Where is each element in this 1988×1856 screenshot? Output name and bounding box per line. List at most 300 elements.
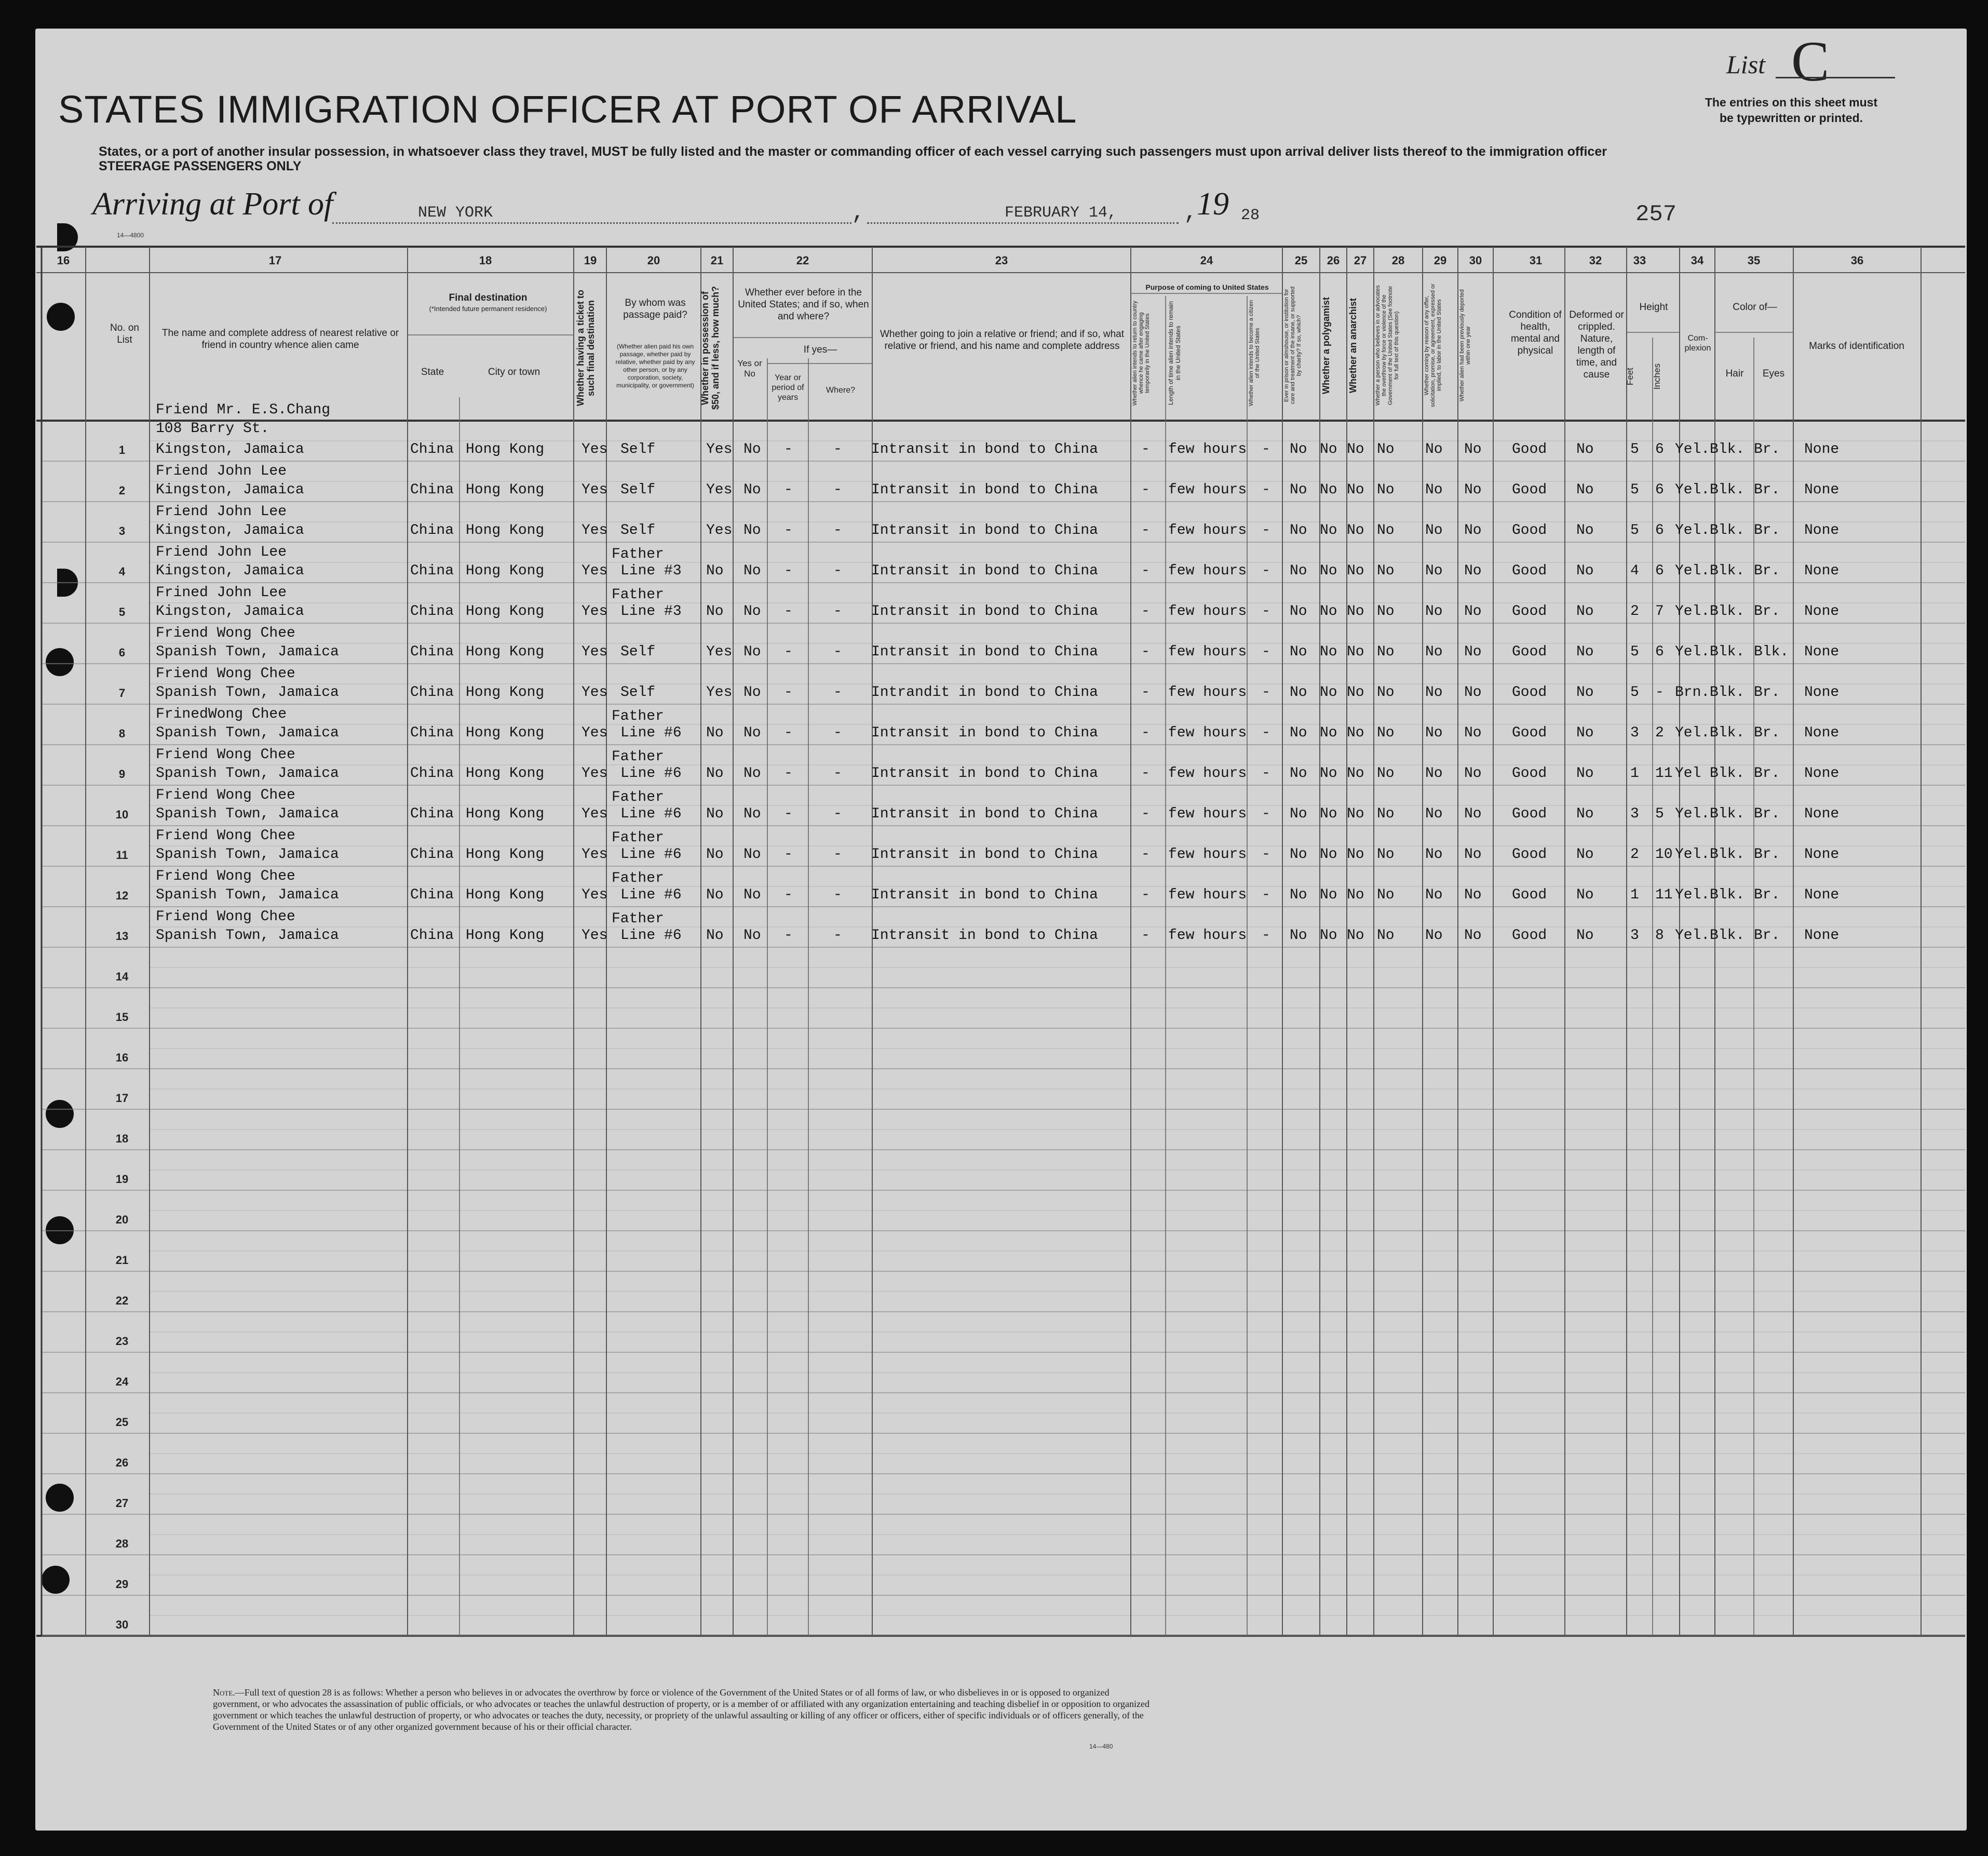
marks-value: None [1804, 563, 1840, 579]
row-number: 7 [118, 687, 126, 700]
money-value: No [706, 563, 724, 579]
passage-paid-value: Self [620, 482, 656, 498]
q29-value: No [1425, 846, 1443, 863]
header-q30: Whether alien had been previously deported within one year [1459, 289, 1471, 401]
relative-town: Kingston, Jamaica [156, 482, 304, 498]
purpose-citizen-value: - [1262, 927, 1270, 944]
q28-value: No [1377, 644, 1395, 660]
deformed-value: No [1576, 684, 1594, 701]
q30-value: No [1464, 846, 1482, 863]
purpose-citizen-value: - [1262, 563, 1270, 579]
eyes-value: Br. [1754, 765, 1780, 782]
list-label: List [1726, 50, 1766, 79]
marks-value: None [1804, 927, 1840, 944]
joining-value: Intransit in bond to China [871, 563, 1098, 579]
ever-year-value: - [784, 927, 793, 944]
purpose-citizen-value: - [1262, 644, 1270, 660]
anarchist-value: No [1347, 927, 1364, 944]
height-feet-value: 3 [1630, 806, 1639, 822]
date-value: FEBRUARY 14, [1005, 204, 1117, 222]
relative-name: Friend Wong Chee [156, 868, 295, 884]
passage-paid-by: Father [612, 789, 664, 805]
relative-town: Kingston, Jamaica [156, 522, 304, 539]
money-value: Yes [706, 684, 733, 701]
deformed-value: No [1576, 887, 1594, 903]
relative-name: Friend Wong Chee [156, 828, 295, 844]
row-number: 5 [118, 606, 126, 618]
prison-value: No [1290, 846, 1307, 863]
column-number: 34 [1691, 254, 1704, 267]
ticket-value: Yes [581, 887, 608, 903]
complexion-value: Yel. [1675, 927, 1710, 944]
anarchist-value: No [1347, 806, 1364, 822]
ticket-value: Yes [581, 563, 608, 579]
q28-value: No [1377, 482, 1395, 498]
anarchist-value: No [1347, 725, 1364, 741]
passage-paid-value: Line #6 [620, 887, 682, 903]
ticket-value: Yes [581, 806, 608, 822]
relative-name: Friend John Lee [156, 463, 287, 479]
q29-value: No [1425, 765, 1443, 782]
row-number: 13 [115, 930, 129, 943]
purpose-return-value: - [1141, 806, 1150, 822]
ever-where-value: - [833, 603, 842, 620]
q29-value: No [1425, 644, 1443, 660]
port-value: NEW YORK [418, 204, 493, 222]
height-inches-value: 8 [1655, 927, 1664, 944]
form-instructions: States, or a port of another insular possession, in whatsoever class they travel, MUST be fully listed and the master or commanding officer of each vessel carrying such passengers must upon arrival deliver lists thereof to the immigration officer [99, 144, 1607, 159]
purpose-citizen-value: - [1262, 806, 1270, 822]
eyes-value: Br. [1754, 846, 1780, 863]
row-number: 18 [115, 1132, 129, 1145]
column-number: 24 [1200, 254, 1213, 267]
q29-value: No [1425, 684, 1443, 701]
height-inches-value: 11 [1655, 887, 1673, 903]
height-feet-value: 3 [1630, 927, 1639, 944]
row-number: 19 [115, 1173, 129, 1186]
q29-value: No [1425, 806, 1443, 822]
height-feet-value: 2 [1630, 846, 1639, 863]
ticket-value: Yes [581, 482, 608, 498]
eyes-value: Br. [1754, 806, 1780, 822]
relative-name: Friend Wong Chee [156, 747, 295, 763]
complexion-value: Yel. [1675, 563, 1710, 579]
column-number: 22 [796, 254, 809, 267]
condition-value: Good [1512, 522, 1547, 539]
polygamist-value: No [1320, 725, 1337, 741]
money-value: No [706, 846, 724, 863]
height-feet-value: 5 [1630, 441, 1639, 458]
row-number: 9 [118, 768, 126, 781]
header-polygamist: Whether a polygamist [1321, 297, 1331, 394]
purpose-return-value: - [1141, 522, 1150, 539]
relative-town: Spanish Town, Jamaica [156, 644, 339, 660]
q28-value: No [1377, 441, 1395, 458]
joining-value: Intransit in bond to China [871, 441, 1098, 458]
ever-where-value: - [833, 765, 842, 782]
deformed-value: No [1576, 806, 1594, 822]
ever-year-value: - [784, 441, 793, 458]
column-number: 32 [1589, 254, 1602, 267]
ever-before-value: No [743, 806, 761, 822]
deformed-value: No [1576, 482, 1594, 498]
money-value: Yes [706, 644, 733, 660]
purpose-length-value: few hours [1168, 846, 1247, 863]
purpose-return-value: - [1141, 603, 1150, 620]
relative-town: Spanish Town, Jamaica [156, 887, 339, 903]
complexion-value: Yel. [1675, 806, 1710, 822]
q29-value: No [1425, 887, 1443, 903]
passage-paid-by: Father [612, 749, 664, 765]
passage-paid-value: Line #3 [620, 603, 682, 620]
height-feet-value: 1 [1630, 765, 1639, 782]
header-final-destination: Final destination [449, 292, 528, 303]
ever-year-value: - [784, 887, 793, 903]
column-number: 19 [584, 254, 597, 267]
deformed-value: No [1576, 927, 1594, 944]
complexion-value: Yel. [1675, 725, 1710, 741]
destination-state: China [410, 644, 454, 660]
deformed-value: No [1576, 603, 1594, 620]
joining-value: Intransit in bond to China [871, 846, 1098, 863]
prison-value: No [1290, 563, 1307, 579]
header-passage-paid-sub: (Whether alien paid his own passage, whether paid by relative, whether paid by any other person, or by any corporation, society, municipality, or government) [615, 343, 695, 389]
complexion-value: Yel. [1675, 644, 1710, 660]
relative-town: Spanish Town, Jamaica [156, 684, 339, 701]
purpose-citizen-value: - [1262, 887, 1270, 903]
eyes-value: Blk. [1754, 644, 1789, 660]
complexion-value: Brn. [1675, 684, 1710, 701]
passage-paid-value: Self [620, 441, 656, 458]
ever-where-value: - [833, 806, 842, 822]
q28-value: No [1377, 846, 1395, 863]
hair-value: Blk. [1710, 482, 1745, 498]
form-code: 14—4800 [117, 232, 144, 239]
q30-value: No [1464, 887, 1482, 903]
relative-name: Friend John Lee [156, 544, 287, 560]
condition-value: Good [1512, 603, 1547, 620]
height-inches-value: 5 [1655, 806, 1664, 822]
destination-state: China [410, 846, 454, 863]
ever-before-value: No [743, 927, 761, 944]
anarchist-value: No [1347, 765, 1364, 782]
header-if-yes: If yes— [803, 344, 837, 355]
polygamist-value: No [1320, 522, 1337, 539]
header-color-of: Color of— [1733, 302, 1777, 313]
q28-value: No [1377, 725, 1395, 741]
passage-paid-value: Self [620, 522, 656, 539]
port-comma: , [851, 200, 865, 226]
destination-city: Hong Kong [466, 765, 545, 782]
polygamist-value: No [1320, 765, 1337, 782]
row-number: 8 [118, 727, 126, 740]
ever-where-value: - [833, 846, 842, 863]
column-number: 20 [647, 254, 660, 267]
footnote-lead: Note. [213, 1687, 235, 1698]
passage-paid-value: Self [620, 644, 656, 660]
q30-value: No [1464, 563, 1482, 579]
header-deformed: Deformed or crippled. Nature, length of time, and cause [1569, 310, 1624, 380]
destination-city: Hong Kong [466, 482, 545, 498]
header-no-on-list: No. on List [110, 322, 139, 345]
q30-value: No [1464, 927, 1482, 944]
anarchist-value: No [1347, 846, 1364, 863]
destination-state: China [410, 725, 454, 741]
ever-before-value: No [743, 644, 761, 660]
header-yes-no: Yes or No [737, 358, 762, 379]
purpose-return-value: - [1141, 765, 1150, 782]
height-feet-value: 5 [1630, 684, 1639, 701]
purpose-return-value: - [1141, 725, 1150, 741]
relative-town: Kingston, Jamaica [156, 441, 304, 458]
ever-year-value: - [784, 725, 793, 741]
hair-value: Blk. [1710, 887, 1745, 903]
ever-before-value: No [743, 887, 761, 903]
purpose-length-value: few hours [1168, 684, 1247, 701]
column-number: 17 [268, 254, 282, 267]
q28-value: No [1377, 927, 1395, 944]
header-state: State [421, 367, 444, 378]
hair-value: Blk. [1710, 563, 1745, 579]
money-value: No [706, 927, 724, 944]
header-marks: Marks of identification [1809, 341, 1904, 352]
ever-before-value: No [743, 765, 761, 782]
steerage-label: STEERAGE PASSENGERS ONLY [99, 159, 302, 173]
money-value: No [706, 765, 724, 782]
footnote-code: 14—480 [1089, 1743, 1113, 1750]
ever-year-value: - [784, 684, 793, 701]
relative-name: Friend Wong Chee [156, 625, 295, 641]
eyes-value: Br. [1754, 887, 1780, 903]
complexion-value: Yel. [1675, 846, 1710, 863]
destination-city: Hong Kong [466, 725, 545, 741]
passage-paid-by: Father [612, 546, 664, 562]
header-q28: Whether a person who believes in or advocates the overthrow by force or violence of the Government of the United States (See footnote for full text of this question) [1375, 285, 1400, 406]
polygamist-value: No [1320, 482, 1337, 498]
q28-value: No [1377, 684, 1395, 701]
column-number: 23 [995, 254, 1008, 267]
q29-value: No [1425, 522, 1443, 539]
anarchist-value: No [1347, 563, 1364, 579]
polygamist-value: No [1320, 806, 1337, 822]
column-number: 31 [1529, 254, 1543, 267]
marks-value: None [1804, 887, 1840, 903]
relative-town: Spanish Town, Jamaica [156, 806, 339, 822]
eyes-value: Br. [1754, 603, 1780, 620]
passage-paid-value: Line #6 [620, 806, 682, 822]
ever-year-value: - [784, 563, 793, 579]
row-number: 11 [116, 849, 128, 862]
purpose-citizen-value: - [1262, 603, 1270, 620]
ever-before-value: No [743, 482, 761, 498]
ticket-value: Yes [581, 603, 608, 620]
passage-paid-by: Father [612, 830, 664, 846]
relative-street: 108 Barry St. [156, 421, 269, 437]
ever-before-value: No [743, 441, 761, 458]
deformed-value: No [1576, 846, 1594, 863]
ever-year-value: - [784, 644, 793, 660]
row-number: 3 [118, 524, 126, 537]
header-height: Height [1639, 302, 1668, 313]
destination-city: Hong Kong [466, 927, 545, 944]
header-city: City or town [488, 367, 540, 378]
deformed-value: No [1576, 765, 1594, 782]
passage-paid-by: Father [612, 870, 664, 886]
relative-town: Kingston, Jamaica [156, 603, 304, 620]
condition-value: Good [1512, 725, 1547, 741]
height-inches-value: 6 [1655, 441, 1664, 458]
purpose-length-value: few hours [1168, 927, 1247, 944]
q29-value: No [1425, 563, 1443, 579]
height-feet-value: 4 [1630, 563, 1639, 579]
destination-state: China [410, 765, 454, 782]
q28-value: No [1377, 765, 1395, 782]
relative-town: Spanish Town, Jamaica [156, 765, 339, 782]
destination-state: China [410, 441, 454, 458]
prison-value: No [1290, 603, 1307, 620]
ever-year-value: - [784, 765, 793, 782]
row-number: 27 [115, 1497, 129, 1510]
polygamist-value: No [1320, 441, 1337, 458]
header-purpose-a: Whether alien intends to return to country whence he came after engaging temporarily in the United States [1132, 301, 1151, 406]
height-feet-value: 5 [1630, 482, 1639, 498]
ever-where-value: - [833, 482, 842, 498]
row-number: 25 [115, 1416, 129, 1429]
column-number: 21 [710, 254, 724, 267]
purpose-citizen-value: - [1262, 482, 1270, 498]
destination-state: China [410, 522, 454, 539]
height-inches-value: 6 [1655, 522, 1664, 539]
destination-state: China [410, 927, 454, 944]
header-final-destination-sub: (*Intended future permanent residence) [429, 305, 547, 313]
ever-before-value: No [743, 684, 761, 701]
purpose-citizen-value: - [1262, 522, 1270, 539]
row-number: 14 [115, 970, 129, 983]
joining-value: Intransit in bond to China [871, 644, 1098, 660]
passage-paid-by: Father [612, 708, 664, 724]
q29-value: No [1425, 482, 1443, 498]
row-number: 10 [115, 808, 129, 821]
destination-state: China [410, 684, 454, 701]
purpose-citizen-value: - [1262, 765, 1270, 782]
header-eyes: Eyes [1762, 368, 1785, 379]
q30-value: No [1464, 441, 1482, 458]
prison-value: No [1290, 765, 1307, 782]
joining-value: Intransit in bond to China [871, 806, 1098, 822]
header-ever-before: Whether ever before in the United States; and if so, when and where? [738, 287, 869, 322]
q29-value: No [1425, 927, 1443, 944]
money-value: Yes [706, 482, 733, 498]
relative-name: Friend Wong Chee [156, 909, 295, 925]
footnote [213, 1687, 1158, 1732]
ever-where-value: - [833, 644, 842, 660]
marks-value: None [1804, 806, 1840, 822]
destination-city: Hong Kong [466, 603, 545, 620]
destination-city: Hong Kong [466, 522, 545, 539]
purpose-return-value: - [1141, 846, 1150, 863]
purpose-return-value: - [1141, 563, 1150, 579]
row-number: 16 [115, 1051, 129, 1064]
q30-value: No [1464, 806, 1482, 822]
header-anarchist: Whether an anarchist [1348, 298, 1358, 393]
complexion-value: Yel. [1675, 522, 1710, 539]
row-number: 28 [115, 1537, 129, 1550]
joining-value: Intransit in bond to China [871, 887, 1098, 903]
money-value: No [706, 603, 724, 620]
passage-paid-value: Line #6 [620, 846, 682, 863]
destination-city: Hong Kong [466, 644, 545, 660]
header-inches: Inches [1652, 363, 1662, 390]
money-value: No [706, 887, 724, 903]
ever-year-value: - [784, 603, 793, 620]
polygamist-value: No [1320, 563, 1337, 579]
anarchist-value: No [1347, 684, 1364, 701]
row-number: 2 [118, 484, 126, 497]
purpose-length-value: few hours [1168, 765, 1247, 782]
complexion-value: Yel [1675, 765, 1701, 782]
joining-value: Intransit in bond to China [871, 522, 1098, 539]
complexion-value: Yel. [1675, 603, 1710, 620]
column-number: 35 [1747, 254, 1761, 267]
ticket-value: Yes [581, 522, 608, 539]
arriving-label: Arriving at Port of [92, 186, 333, 222]
purpose-citizen-value: - [1262, 441, 1270, 458]
destination-state: China [410, 563, 454, 579]
q29-value: No [1425, 725, 1443, 741]
money-value: Yes [706, 522, 733, 539]
relative-name: Friend Wong Chee [156, 666, 295, 682]
header-complexion: Com-plexion [1684, 334, 1711, 353]
purpose-length-value: few hours [1168, 522, 1247, 539]
sheet-number: 257 [1635, 201, 1677, 227]
ever-before-value: No [743, 563, 761, 579]
purpose-length-value: few hours [1168, 806, 1247, 822]
marks-value: None [1804, 725, 1840, 741]
ever-before-value: No [743, 846, 761, 863]
relative-name: Friend Wong Chee [156, 787, 295, 803]
destination-state: China [410, 482, 454, 498]
header-ticket: Whether having a ticket to such final destination [575, 289, 596, 407]
passage-paid-value: Self [620, 684, 656, 701]
condition-value: Good [1512, 846, 1547, 863]
hair-value: Blk. [1710, 441, 1745, 458]
ever-before-value: No [743, 603, 761, 620]
money-value: Yes [706, 441, 733, 458]
hair-value: Blk. [1710, 725, 1745, 741]
marks-value: None [1804, 441, 1840, 458]
purpose-return-value: - [1141, 887, 1150, 903]
condition-value: Good [1512, 927, 1547, 944]
prison-value: No [1290, 684, 1307, 701]
height-inches-value: - [1655, 684, 1664, 701]
row-number: 15 [115, 1011, 129, 1024]
complexion-value: Yel. [1675, 482, 1710, 498]
q29-value: No [1425, 603, 1443, 620]
condition-value: Good [1512, 684, 1547, 701]
purpose-length-value: few hours [1168, 482, 1247, 498]
deformed-value: No [1576, 522, 1594, 539]
list-value: C [1791, 30, 1830, 93]
q28-value: No [1377, 887, 1395, 903]
prison-value: No [1290, 806, 1307, 822]
passage-paid-value: Line #6 [620, 765, 682, 782]
ever-year-value: - [784, 846, 793, 863]
q30-value: No [1464, 603, 1482, 620]
row-number: 4 [118, 565, 126, 578]
destination-state: China [410, 806, 454, 822]
height-inches-value: 6 [1655, 563, 1664, 579]
ticket-value: Yes [581, 927, 608, 944]
